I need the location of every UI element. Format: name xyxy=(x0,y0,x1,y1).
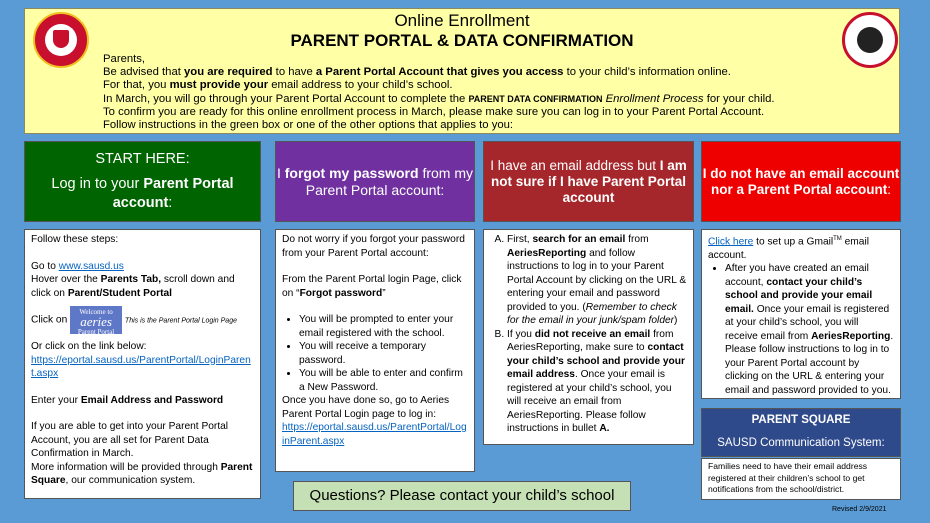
questions-box: Questions? Please contact your child’s school xyxy=(293,481,631,511)
parent-square-body: Families need to have their email address registered at their children’s school to get notifications from the school/district. xyxy=(701,458,901,500)
list-item: B. If you did not receive an email from AeriesReporting, make sure to contact your child’s school and provide your email address. Once your email is registered at your child’s school, you will receive an email from AeriesReporting. Please follow instructions in bullet A. xyxy=(507,328,687,436)
sausd-link[interactable]: www.sausd.us xyxy=(58,260,124,272)
list-item: • You will be able to enter and confirm a New Password. xyxy=(299,367,468,394)
header-line: To confirm you are ready for this online enrollment process in March, please make sure you can log in to your Parent Portal Account. xyxy=(103,105,765,118)
header-line: Be advised that you are required to have a Parent Portal Account that gives you access to your child’s information online. xyxy=(103,66,731,79)
revised-date: Revised 2/9/2021 xyxy=(832,506,887,513)
support-services-logo xyxy=(842,12,898,68)
no-email-body xyxy=(701,229,901,399)
list-item: A. First, search for an email from AeriesReporting and follow instructions to log in to your Parent Portal Account by clicking on the URL & entering your email and password provided to you. (Remember to check for the email in your junk/spam folder) xyxy=(507,233,687,328)
list-item: • You will be prompted to enter your email registered with the school. xyxy=(299,313,468,340)
header-line: In March, you will go through your Parent Portal Account to complete the PARENT DATA CONFIRMATION Enrollment Process for your child. xyxy=(103,92,775,105)
body-text: If you are able to get into your Parent Portal Account, you are all set for Parent Data Confirmation in March. xyxy=(31,421,229,459)
header-line: Follow instructions in the green box or one of the other options that applies to you: xyxy=(103,119,514,132)
forgot-password-title: I forgot my password from my Parent Portal account: xyxy=(276,164,474,198)
portal-login-link[interactable]: https://eportal.sausd.us/ParentPortal/LoginParent.aspx xyxy=(31,354,251,379)
shield-icon xyxy=(45,24,77,56)
header-title: Online Enrollment xyxy=(394,11,530,30)
body-text: Do not worry if you forgot your password from your Parent Portal account: xyxy=(282,234,465,259)
unsure-account-header xyxy=(483,141,694,222)
header-body xyxy=(103,53,893,132)
forgot-password-steps xyxy=(282,313,468,394)
list-item: • You will receive a temporary password. xyxy=(299,340,468,367)
aeries-login-button[interactable]: Welcome to aeries Parent Portal xyxy=(70,306,122,334)
start-here-title-2: account: xyxy=(112,195,173,211)
body-text: Follow these steps: xyxy=(31,234,119,245)
sausd-logo xyxy=(33,12,89,68)
start-here-title: Log in to your Parent Portal xyxy=(51,176,234,192)
header-line: For that, you must provide your email address to your child’s school. xyxy=(103,79,453,92)
header-line: Parents, xyxy=(103,53,146,65)
forgot-password-body xyxy=(275,229,475,472)
portal-login-link[interactable]: https://eportal.sausd.us/ParentPortal/LoginParent.aspx xyxy=(282,422,467,447)
unsure-account-steps xyxy=(490,233,687,436)
body-text: Or click on the link below: xyxy=(31,341,147,352)
start-here-label: START HERE: xyxy=(95,151,190,167)
parent-square-subtitle: SAUSD Communication System: xyxy=(717,437,885,449)
body-text: From the Parent Portal login Page, click on “Forgot password” xyxy=(282,274,462,299)
body-text: Hover over the Parents Tab, scroll down and click on Parent/Student Portal xyxy=(31,274,235,299)
list-item: • After you have created an email account, contact your child’s school and provide your email email. Once your email is registered at your child’s school, you will receive email from AeriesReporting. Please follow instructions to log in to your Parent Portal account by clicking on the URL & entering your email and password provided to you. xyxy=(725,262,894,397)
no-email-steps xyxy=(708,262,894,397)
body-text: Go to www.sausd.us xyxy=(31,260,124,272)
start-here-header xyxy=(24,141,261,222)
header-subtitle: PARENT PORTAL & DATA CONFIRMATION xyxy=(290,31,634,50)
graduate-icon xyxy=(857,27,883,53)
header-banner xyxy=(24,8,900,134)
start-here-body xyxy=(24,229,261,499)
body-text: Enter your Email Address and Password xyxy=(31,394,224,406)
forgot-password-header xyxy=(275,141,475,222)
unsure-account-body xyxy=(483,229,694,445)
body-text: More information will be provided through Parent Square, our communication system. xyxy=(31,461,253,486)
body-text: Once you have done so, go to Aeries Parent Portal Login page to log in: xyxy=(282,395,450,420)
body-text xyxy=(31,354,254,381)
body-text xyxy=(282,421,468,448)
unsure-account-title: I have an email address but I am not sure if I have Parent Portal account xyxy=(490,157,687,205)
no-email-header xyxy=(701,141,901,222)
gmail-setup-link[interactable]: Click here xyxy=(708,236,754,248)
body-text: Click on Welcome to aeries Parent Portal This is the Parent Portal Login Page xyxy=(31,308,237,336)
body-text: Click here to set up a Gmail™ email account. xyxy=(708,236,869,261)
parent-square-header xyxy=(701,408,901,457)
parent-square-title: PARENT SQUARE xyxy=(751,414,851,426)
no-email-title: I do not have an email account nor a Parent Portal account: xyxy=(702,165,900,197)
